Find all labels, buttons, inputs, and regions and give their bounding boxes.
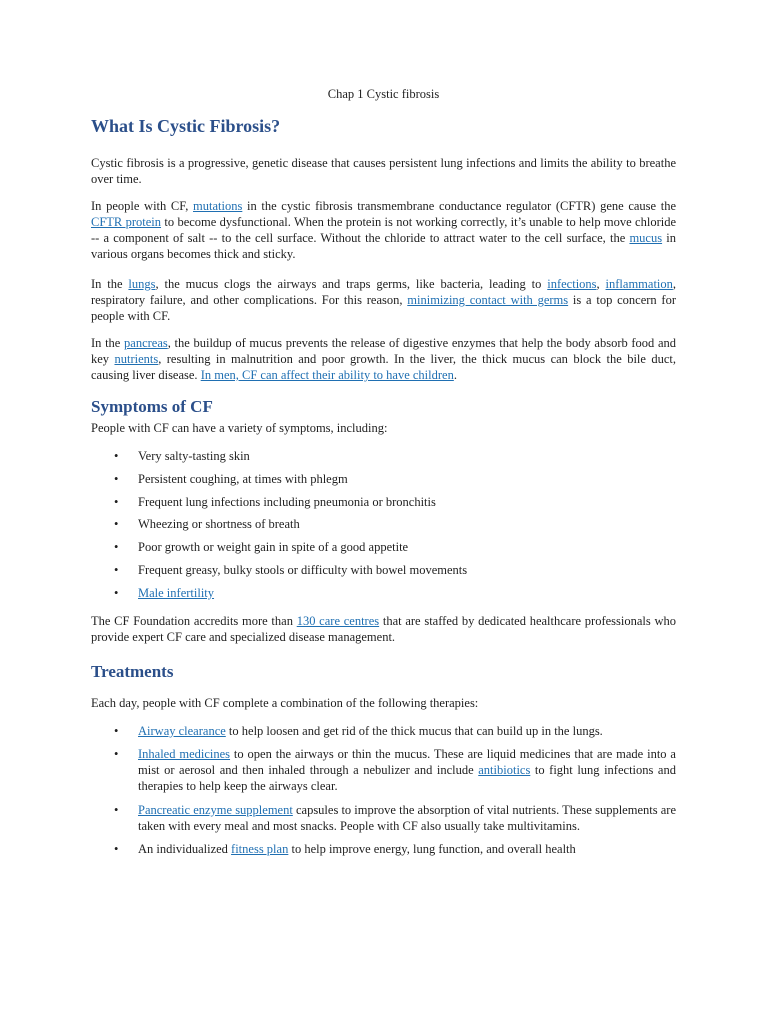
bullet-icon: • xyxy=(114,842,119,857)
list-item xyxy=(114,471,676,487)
text-segment: In the xyxy=(91,277,129,291)
pancreas-paragraph xyxy=(91,335,676,383)
list-item xyxy=(114,494,676,510)
link-men-children[interactable]: In men, CF can affect their ability to have children xyxy=(200,368,454,382)
cftr-paragraph xyxy=(91,198,676,262)
bullet-icon: • xyxy=(114,723,119,738)
text-segment: , the buildup of mucus prevents the release of digestive enzymes that help the body absorb food and key xyxy=(91,336,677,366)
treatments-intro: Each day, people with CF complete a combination of the following therapies: xyxy=(91,695,479,710)
link-minimizing-contact[interactable]: minimizing contact with germs xyxy=(407,293,569,307)
link-inflammation[interactable]: inflammation xyxy=(605,277,673,291)
bullet-icon: • xyxy=(114,449,119,463)
lungs-paragraph xyxy=(91,276,676,324)
link-fitness-plan[interactable]: fitness plan xyxy=(231,842,289,857)
list-item xyxy=(114,841,676,857)
symptom-text: Frequent lung infections including pneumonia or bronchitis xyxy=(138,494,436,509)
symptom-text: Frequent greasy, bulky stools or difficulty with bowel movements xyxy=(138,562,468,577)
text-segment: , resulting in malnutrition and poor growth. In the liver, the thick mucus can block the bile duct, causing liver disease. xyxy=(91,352,676,382)
list-item xyxy=(114,723,676,739)
treatments-list xyxy=(91,723,676,858)
link-mutations[interactable]: mutations xyxy=(193,199,243,213)
list-item xyxy=(114,539,676,555)
symptom-text: Wheezing or shortness of breath xyxy=(138,517,300,532)
intro-paragraph: Cystic fibrosis is a progressive, genetic disease that causes persistent lung infections and limits the ability to breathe over time. xyxy=(91,156,676,186)
link-airway-clearance[interactable]: Airway clearance xyxy=(138,723,226,738)
list-item xyxy=(114,562,676,578)
text-segment: , xyxy=(596,277,606,291)
bullet-icon: • xyxy=(114,494,119,509)
text-segment: An individualized xyxy=(138,842,232,857)
bullet-icon: • xyxy=(114,585,119,600)
text-segment: capsules to improve the absorption of vital nutrients. These supplements are taken with every meal and most snacks. People with CF also usually take multivitamins. xyxy=(138,802,676,833)
link-lungs[interactable]: lungs xyxy=(128,277,156,291)
bullet-icon: • xyxy=(114,802,119,817)
link-nutrients[interactable]: nutrients xyxy=(114,352,159,366)
symptom-text: Poor growth or weight gain in spite of a good appetite xyxy=(138,540,409,555)
link-cftr-protein[interactable]: CFTR protein xyxy=(91,215,162,229)
heading-treatments: Treatments xyxy=(91,661,174,681)
symptom-text: Persistent coughing, at times with phlegm xyxy=(138,471,348,486)
link-pancreatic-enzyme[interactable]: Pancreatic enzyme supplement xyxy=(138,802,293,817)
text-segment: The CF Foundation accredits more than xyxy=(91,613,297,628)
document-title: Chap 1 Cystic fibrosis xyxy=(327,87,440,101)
text-segment: to help improve energy, lung function, and overall health xyxy=(288,842,576,857)
bullet-icon: • xyxy=(114,747,119,762)
link-pancreas[interactable]: pancreas xyxy=(124,336,168,350)
bullet-icon: • xyxy=(114,471,119,486)
text-segment: In the xyxy=(91,336,125,350)
list-item xyxy=(114,448,676,464)
foundation-paragraph xyxy=(91,613,676,645)
heading-symptoms: Symptoms of CF xyxy=(91,397,213,416)
list-item xyxy=(114,585,676,601)
text-segment: to become dysfunctional. When the protein is not working correctly, it’s unable to help move chloride -- a component of salt -- to the cell surface. Without the chloride to attract water to the cell surface, the xyxy=(91,215,677,245)
bullet-icon: • xyxy=(114,517,119,532)
text-segment: in various organs becomes thick and sticky. xyxy=(91,231,676,261)
heading-what-is-cf: What Is Cystic Fibrosis? xyxy=(91,116,281,136)
bullet-icon: • xyxy=(114,540,119,555)
symptoms-list xyxy=(91,448,676,601)
link-antibiotics[interactable]: antibiotics xyxy=(478,763,531,778)
bullet-icon: • xyxy=(114,562,119,577)
document-page xyxy=(91,0,676,865)
text-segment: to help loosen and get rid of the thick mucus that can build up in the lungs. xyxy=(225,723,603,738)
text-segment: is a top concern for people with CF. xyxy=(91,293,677,323)
text-segment: that are staffed by dedicated healthcare professionals who provide expert CF care and specialized disease management. xyxy=(91,613,677,644)
text-segment: . xyxy=(453,368,457,382)
link-infections[interactable]: infections xyxy=(547,277,597,291)
symptoms-intro: People with CF can have a variety of symptoms, including: xyxy=(91,421,388,435)
text-segment: to open the airways or thin the mucus. These are liquid medicines that are made into a mist or aerosol and then inhaled through a nebulizer and include xyxy=(138,747,676,778)
link-inhaled-medicines[interactable]: Inhaled medicines xyxy=(138,747,231,762)
text-segment: , respiratory failure, and other complications. For this reason, xyxy=(91,277,677,307)
symptom-text: Very salty-tasting skin xyxy=(138,449,250,463)
link-male-infertility[interactable]: Male infertility xyxy=(138,585,215,600)
text-segment: in the cystic fibrosis transmembrane conductance regulator (CFTR) gene cause the xyxy=(242,199,677,213)
text-segment: In people with CF, xyxy=(91,199,193,213)
link-care-centres[interactable]: 130 care centres xyxy=(296,613,380,628)
text-segment: to fight lung infections and therapies to help keep the airways clear. xyxy=(138,763,676,794)
list-item xyxy=(114,516,676,532)
list-item xyxy=(114,746,676,794)
text-segment: , the mucus clogs the airways and traps germs, like bacteria, leading to xyxy=(155,277,548,291)
link-mucus[interactable]: mucus xyxy=(629,231,663,245)
list-item xyxy=(114,802,676,834)
